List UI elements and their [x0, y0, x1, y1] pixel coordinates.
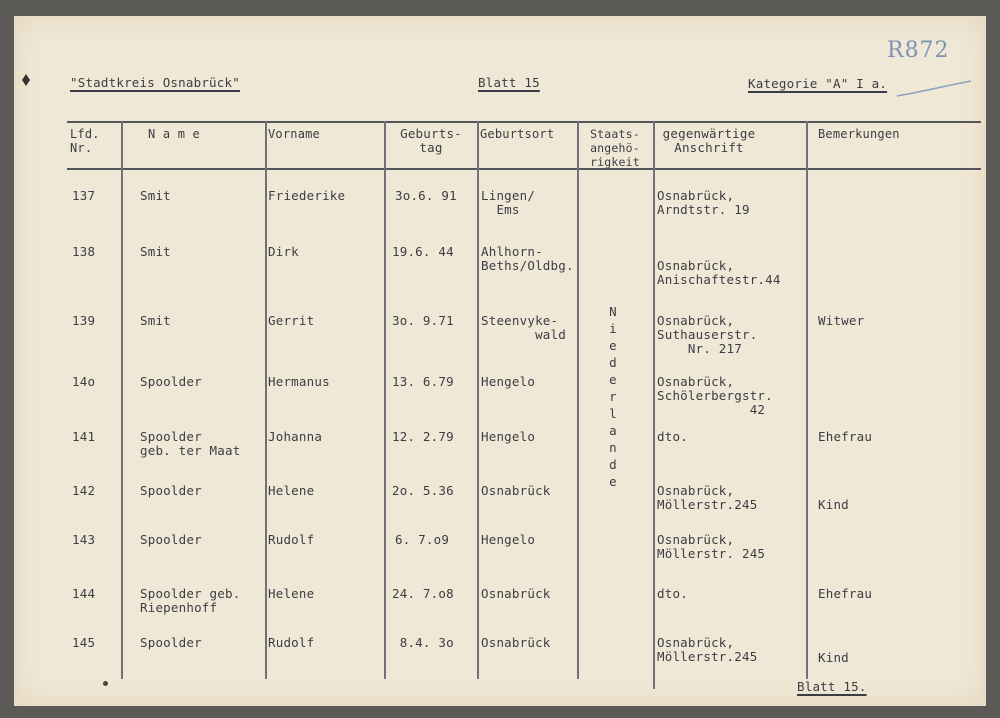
- col-header-bemerkungen: Bemerkungen: [818, 127, 900, 141]
- row-anschrift: Osnabrück, Möllerstr.245: [657, 483, 758, 512]
- row-vorname: Helene: [268, 483, 315, 498]
- row-vorname: Rudolf: [268, 635, 315, 650]
- row-geburtsort: Steenvyke- wald: [481, 313, 566, 342]
- row-geburtstag: 6. 7.o9: [395, 532, 450, 547]
- row-nr: 143: [72, 532, 96, 547]
- row-geburtsort: Ahlhorn- Beths/Oldbg.: [481, 244, 574, 273]
- ink-dot: [103, 681, 108, 686]
- row-name: Spoolder: [140, 635, 202, 650]
- row-name: Spoolder: [140, 483, 202, 498]
- row-anschrift: Osnabrück, Möllerstr.245: [657, 635, 758, 664]
- row-vorname: Rudolf: [268, 532, 315, 547]
- row-bemerkungen: Kind: [818, 650, 849, 665]
- column-divider: [806, 121, 808, 679]
- col-header-geburtstag: Geburts- tag: [400, 126, 462, 155]
- row-name: Spoolder geb. ter Maat: [140, 429, 241, 458]
- row-vorname: Friederike: [268, 188, 346, 203]
- column-divider: [653, 121, 655, 689]
- row-anschrift: dto.: [657, 586, 688, 601]
- row-name: Smit: [140, 244, 171, 259]
- row-geburtsort: Osnabrück: [481, 586, 551, 601]
- punch-mark: [22, 71, 30, 83]
- row-anschrift: dto.: [657, 429, 688, 444]
- col-header-anschrift: gegenwärtige Anschrift: [662, 126, 756, 155]
- row-bemerkungen: Ehefrau: [818, 586, 873, 601]
- row-anschrift: Osnabrück, Arndtstr. 19: [657, 188, 750, 217]
- category-label: Kategorie "A" I a.: [748, 76, 888, 91]
- row-name: Smit: [140, 188, 171, 203]
- column-divider: [577, 121, 579, 679]
- row-name: Spoolder geb. Riepenhoff: [140, 586, 241, 615]
- col-header-geburtsort: Geburtsort: [480, 127, 555, 141]
- row-geburtsort: Osnabrück: [481, 483, 551, 498]
- row-bemerkungen: Witwer: [818, 313, 865, 328]
- row-geburtstag: 2o. 5.36: [392, 483, 454, 498]
- footer-sheet-number: Blatt 15.: [797, 679, 867, 694]
- col-header-staatsangehoerigkeit: Staats- angehö- rigkeit: [590, 127, 640, 169]
- sheet-number: Blatt 15: [478, 75, 540, 90]
- row-geburtsort: Hengelo: [481, 429, 536, 444]
- table-top-rule: [67, 121, 981, 123]
- row-nr: 137: [72, 188, 96, 203]
- row-vorname: Hermanus: [268, 374, 330, 389]
- row-geburtstag: 8.4. 3o: [392, 635, 454, 650]
- nationality-vertical: Niederlande: [609, 304, 617, 489]
- row-geburtstag: 3o.6. 91: [395, 188, 457, 203]
- row-vorname: Helene: [268, 586, 315, 601]
- col-header-lfd: Lfd. Nr.: [70, 127, 100, 155]
- row-name: Spoolder: [140, 532, 202, 547]
- row-vorname: Gerrit: [268, 313, 315, 328]
- row-anschrift: Osnabrück, Schölerbergstr. 42: [657, 374, 773, 417]
- row-geburtsort: Hengelo: [481, 374, 536, 389]
- row-anschrift: Osnabrück, Suthauserstr. Nr. 217: [657, 313, 758, 356]
- col-header-name: N a m e: [148, 127, 200, 141]
- row-name: Smit: [140, 313, 171, 328]
- row-nr: 142: [72, 483, 96, 498]
- row-geburtsort: Lingen/ Ems: [481, 188, 536, 217]
- table-header-rule: [67, 168, 981, 170]
- row-vorname: Johanna: [268, 429, 323, 444]
- row-geburtsort: Hengelo: [481, 532, 536, 547]
- row-nr: 145: [72, 635, 96, 650]
- row-bemerkungen: Ehefrau: [818, 429, 873, 444]
- row-geburtsort: Osnabrück: [481, 635, 551, 650]
- row-geburtstag: 3o. 9.71: [392, 313, 454, 328]
- district-title: "Stadtkreis Osnabrück": [70, 75, 240, 90]
- col-header-vorname: Vorname: [268, 127, 320, 141]
- handwritten-reference: R872: [887, 38, 950, 63]
- row-nr: 14o: [72, 374, 96, 389]
- row-vorname: Dirk: [268, 244, 299, 259]
- row-geburtstag: 24. 7.o8: [392, 586, 454, 601]
- row-nr: 144: [72, 586, 96, 601]
- row-anschrift: Osnabrück, Anischaftestr.44: [657, 258, 781, 287]
- row-nr: 138: [72, 244, 96, 259]
- row-geburtstag: 12. 2.79: [392, 429, 454, 444]
- column-divider: [265, 121, 267, 679]
- column-divider: [121, 121, 123, 679]
- row-nr: 141: [72, 429, 96, 444]
- row-geburtstag: 13. 6.79: [392, 374, 454, 389]
- row-geburtstag: 19.6. 44: [392, 244, 454, 259]
- row-name: Spoolder: [140, 374, 202, 389]
- column-divider: [477, 121, 479, 679]
- handwritten-stroke: [895, 78, 975, 100]
- row-bemerkungen: Kind: [818, 497, 849, 512]
- row-anschrift: Osnabrück, Möllerstr. 245: [657, 532, 766, 561]
- row-nr: 139: [72, 313, 96, 328]
- column-divider: [384, 121, 386, 679]
